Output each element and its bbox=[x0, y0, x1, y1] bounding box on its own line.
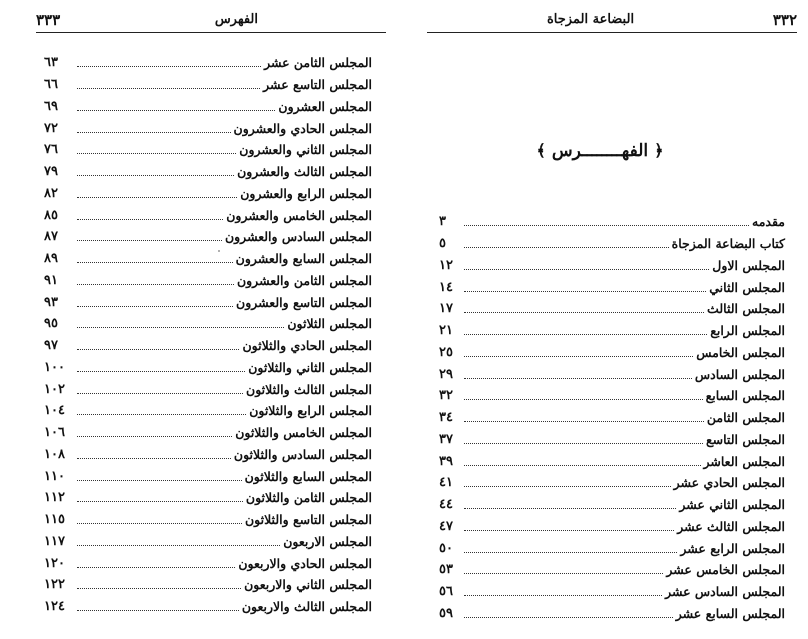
toc-entry-page: ٤١ bbox=[439, 475, 453, 491]
toc-entry-title: المجلس الثالث والثلاثون bbox=[246, 381, 372, 397]
toc-entry bbox=[439, 320, 785, 342]
toc-entry-title: المجلس الثالث عشر bbox=[677, 518, 785, 534]
toc-entry bbox=[44, 574, 372, 596]
toc-entry-title: المجلس السادس والثلاثون bbox=[233, 446, 372, 462]
toc-entry bbox=[44, 291, 372, 313]
toc-entry-page: ٤٧ bbox=[439, 518, 453, 534]
toc-entry-title: المجلس السابع عشر bbox=[675, 605, 785, 621]
toc-entry bbox=[44, 378, 372, 400]
toc-entry bbox=[44, 139, 372, 161]
toc-entry bbox=[439, 298, 785, 320]
left-page-number: ٣٣٣ bbox=[36, 11, 61, 29]
toc-entry-page: ٦٦ bbox=[44, 77, 58, 93]
dot-leader bbox=[464, 552, 677, 553]
toc-entry-page: ١٢٠ bbox=[44, 555, 65, 571]
toc-entry-page: ١٧ bbox=[439, 301, 453, 317]
toc-entry bbox=[44, 161, 372, 183]
toc-entry bbox=[44, 96, 372, 118]
toc-entry-title: المجلس الحادي والثلاثون bbox=[242, 338, 372, 354]
right-running-title: البضاعة المزجاة bbox=[547, 12, 635, 27]
toc-entry bbox=[44, 357, 372, 379]
toc-entry bbox=[44, 552, 372, 574]
index-title bbox=[535, 141, 665, 161]
dot-leader bbox=[77, 88, 260, 89]
dot-leader bbox=[77, 480, 242, 481]
toc-entry bbox=[439, 233, 785, 255]
toc-entry-title: المجلس التاسع bbox=[706, 431, 785, 447]
dot-leader bbox=[77, 262, 233, 263]
dot-leader bbox=[77, 284, 234, 285]
toc-entry-title: المجلس الثاني والعشرون bbox=[239, 142, 372, 158]
toc-entry-title: المجلس التاسع والثلاثون bbox=[244, 512, 372, 528]
toc-entry-page: ١٠٢ bbox=[44, 381, 65, 397]
toc-entry-title: المجلس الخامس bbox=[696, 344, 785, 360]
toc-entry-page: ١١٠ bbox=[44, 468, 65, 484]
toc-entry-page: ١٠٨ bbox=[44, 446, 65, 462]
toc-entry bbox=[44, 509, 372, 531]
dot-leader bbox=[464, 530, 674, 531]
toc-entry-page: ٧٢ bbox=[44, 120, 58, 136]
toc-entry-page: ٥٠ bbox=[439, 540, 453, 556]
toc-entry-page: ١٤ bbox=[439, 279, 453, 295]
toc-entry-page: ١٢ bbox=[439, 257, 453, 273]
dot-leader bbox=[77, 567, 235, 568]
toc-entry-page: ٣٩ bbox=[439, 453, 453, 469]
toc-entry-title: المجلس الثامن bbox=[706, 410, 785, 426]
toc-entry bbox=[439, 429, 785, 451]
dot-leader bbox=[77, 327, 284, 328]
toc-entry-title: المجلس الثاني bbox=[709, 279, 785, 295]
left-toc-list bbox=[44, 52, 372, 618]
toc-entry bbox=[44, 270, 372, 292]
toc-entry bbox=[44, 335, 372, 357]
toc-entry bbox=[439, 342, 785, 364]
toc-entry-title: المجلس الثاني والاربعون bbox=[244, 577, 372, 593]
left-page-header bbox=[36, 10, 386, 33]
right-page-header bbox=[427, 10, 797, 33]
toc-entry bbox=[44, 422, 372, 444]
dot-leader bbox=[464, 225, 749, 226]
toc-entry-title: المجلس الثامن والثلاثون bbox=[245, 490, 372, 506]
toc-entry bbox=[44, 400, 372, 422]
toc-entry-page: ٥ bbox=[439, 236, 446, 252]
toc-entry-page: ٥٦ bbox=[439, 584, 453, 600]
toc-entry-page: ١١٢ bbox=[44, 490, 65, 506]
toc-entry-page: ٩١ bbox=[44, 272, 58, 288]
toc-entry bbox=[439, 494, 785, 516]
toc-entry-page: ٦٣ bbox=[44, 55, 58, 71]
dot-leader bbox=[77, 588, 241, 589]
toc-entry-title: المجلس الخامس عشر bbox=[666, 562, 785, 578]
dot-leader bbox=[464, 421, 704, 422]
dot-leader bbox=[77, 219, 223, 220]
toc-entry-title: المجلس الاول bbox=[712, 257, 785, 273]
dot-leader bbox=[464, 312, 704, 313]
toc-entry-title: المجلس الرابع والثلاثون bbox=[249, 403, 372, 419]
ornament-close-icon: ﴾ bbox=[536, 141, 546, 160]
toc-entry-page: ٢٩ bbox=[439, 366, 453, 382]
toc-entry-page: ٩٥ bbox=[44, 316, 58, 332]
toc-entry-title: المجلس الخامس والثلاثون bbox=[235, 425, 372, 441]
toc-entry bbox=[44, 531, 372, 553]
toc-entry bbox=[44, 444, 372, 466]
toc-entry-page: ٨٩ bbox=[44, 251, 58, 267]
toc-entry bbox=[439, 255, 785, 277]
dot-leader bbox=[77, 371, 245, 372]
toc-entry-page: ٧٦ bbox=[44, 142, 58, 158]
toc-entry bbox=[44, 313, 372, 335]
toc-entry-page: ١٢٤ bbox=[44, 599, 65, 615]
toc-entry-page: ١٠٠ bbox=[44, 359, 65, 375]
toc-entry-title: المجلس السابع والعشرون bbox=[235, 251, 372, 267]
toc-entry bbox=[44, 596, 372, 618]
toc-entry bbox=[439, 472, 785, 494]
dot-leader bbox=[77, 240, 222, 241]
dot-leader bbox=[77, 458, 231, 459]
dot-leader bbox=[464, 399, 703, 400]
toc-entry bbox=[44, 487, 372, 509]
toc-entry-title: المجلس الثامن عشر bbox=[264, 55, 372, 71]
toc-entry bbox=[439, 559, 785, 581]
toc-entry-title: المجلس الثامن والعشرون bbox=[236, 272, 372, 288]
toc-entry-title: المجلس السادس عشر bbox=[665, 584, 785, 600]
toc-entry-page: ٥٣ bbox=[439, 562, 453, 578]
toc-entry-page: ٨٥ bbox=[44, 207, 58, 223]
toc-entry-page: ١١٥ bbox=[44, 512, 65, 528]
toc-entry-page: ٤٤ bbox=[439, 497, 453, 513]
toc-entry-page: ١١٧ bbox=[44, 533, 65, 549]
toc-entry bbox=[439, 537, 785, 559]
toc-entry-title: المجلس الرابع bbox=[710, 323, 785, 339]
dot-leader bbox=[464, 378, 692, 379]
toc-entry-title: المجلس السابع والثلاثون bbox=[244, 468, 372, 484]
toc-entry bbox=[44, 465, 372, 487]
toc-entry bbox=[439, 603, 785, 625]
toc-entry-title: المجلس العشرون bbox=[278, 98, 372, 114]
right-page bbox=[415, 0, 808, 639]
toc-entry-title: مقدمه bbox=[752, 214, 785, 230]
toc-entry-page: ٩٣ bbox=[44, 294, 58, 310]
dot-leader bbox=[77, 306, 233, 307]
dot-leader bbox=[77, 110, 275, 111]
toc-entry-page: ٣٤ bbox=[439, 410, 453, 426]
toc-entry-title: المجلس الحادي والعشرون bbox=[233, 120, 372, 136]
toc-entry-page: ٨٢ bbox=[44, 185, 58, 201]
dot-leader bbox=[77, 175, 234, 176]
toc-entry bbox=[439, 276, 785, 298]
toc-entry bbox=[44, 183, 372, 205]
toc-entry-title: المجلس السادس bbox=[694, 366, 785, 382]
toc-entry bbox=[439, 581, 785, 603]
toc-entry-title: المجلس الاربعون bbox=[283, 533, 372, 549]
toc-entry-page: ٧٩ bbox=[44, 164, 58, 180]
left-page bbox=[0, 0, 395, 639]
toc-entry-page: ٢١ bbox=[439, 323, 453, 339]
toc-entry bbox=[44, 204, 372, 226]
dot-leader bbox=[77, 349, 239, 350]
toc-entry-title: المجلس الثاني عشر bbox=[679, 497, 785, 513]
toc-entry bbox=[439, 363, 785, 385]
toc-entry-title: المجلس الحادي عشر bbox=[673, 475, 785, 491]
dot-leader bbox=[464, 595, 662, 596]
dot-leader bbox=[464, 617, 673, 618]
toc-entry-page: ٣٧ bbox=[439, 431, 453, 447]
dot-leader bbox=[464, 443, 703, 444]
dot-leader bbox=[464, 247, 669, 248]
toc-entry-title: المجلس التاسع والعشرون bbox=[236, 294, 372, 310]
toc-entry-page: ١٠٦ bbox=[44, 425, 65, 441]
toc-entry-title: المجلس الثالث والعشرون bbox=[237, 164, 372, 180]
toc-entry-page: ١٢٢ bbox=[44, 577, 65, 593]
toc-entry-title: المجلس الرابع والعشرون bbox=[240, 185, 372, 201]
dot-leader bbox=[464, 291, 706, 292]
toc-entry bbox=[44, 74, 372, 96]
toc-entry bbox=[439, 450, 785, 472]
ornament-open-icon: ﴿ bbox=[654, 141, 664, 160]
dot-leader bbox=[464, 486, 671, 487]
dot-leader bbox=[77, 523, 242, 524]
dot-leader bbox=[77, 436, 232, 437]
toc-entry-title: المجلس الرابع عشر bbox=[680, 540, 785, 556]
dot-leader bbox=[77, 545, 280, 546]
dot-leader bbox=[77, 132, 231, 133]
dot-leader bbox=[464, 356, 693, 357]
dot-leader bbox=[464, 508, 676, 509]
toc-entry-title: المجلس السادس والعشرون bbox=[224, 229, 372, 245]
toc-entry bbox=[439, 211, 785, 233]
dot-leader bbox=[464, 334, 707, 335]
toc-entry bbox=[44, 52, 372, 74]
toc-entry-title: المجلس الثالث bbox=[707, 301, 785, 317]
dot-leader bbox=[77, 153, 236, 154]
right-toc-list bbox=[439, 211, 785, 624]
toc-entry-title: كتاب البضاعة المزجاة bbox=[671, 236, 785, 252]
toc-entry-page: ٩٧ bbox=[44, 338, 58, 354]
toc-entry bbox=[439, 407, 785, 429]
toc-entry-title: المجلس التاسع عشر bbox=[263, 77, 372, 93]
toc-entry-page: ٣ bbox=[439, 214, 446, 230]
toc-entry bbox=[44, 226, 372, 248]
dot-leader bbox=[77, 501, 243, 502]
toc-entry-page: ٢٥ bbox=[439, 344, 453, 360]
toc-entry-page: ٥٩ bbox=[439, 605, 453, 621]
toc-entry-page: ٦٩ bbox=[44, 98, 58, 114]
index-title-text: الفهــــــــرس bbox=[551, 141, 649, 161]
toc-entry-title: المجلس السابع bbox=[705, 388, 785, 404]
toc-entry bbox=[44, 248, 372, 270]
dot-leader bbox=[77, 414, 246, 415]
dot-leader bbox=[464, 269, 709, 270]
dot-leader bbox=[77, 610, 239, 611]
toc-entry-title: المجلس الخامس والعشرون bbox=[226, 207, 372, 223]
toc-entry-title: المجلس العاشر bbox=[703, 453, 785, 469]
dot-leader bbox=[77, 197, 237, 198]
toc-entry-page: ١٠٤ bbox=[44, 403, 65, 419]
right-page-number: ٣٣٢ bbox=[772, 11, 797, 29]
toc-entry bbox=[439, 385, 785, 407]
dot-leader bbox=[77, 393, 243, 394]
toc-entry bbox=[439, 516, 785, 538]
toc-entry-page: ٣٢ bbox=[439, 388, 453, 404]
toc-entry-page: ٨٧ bbox=[44, 229, 58, 245]
dot-leader bbox=[464, 573, 663, 574]
dot-leader bbox=[464, 465, 701, 466]
toc-entry-title: المجلس الثاني والثلاثون bbox=[248, 359, 372, 375]
toc-entry bbox=[44, 117, 372, 139]
dot-leader bbox=[77, 66, 261, 67]
toc-entry-title: المجلس الحادي والاربعون bbox=[238, 555, 372, 571]
left-running-title: الفهرس bbox=[214, 12, 258, 27]
toc-entry-title: المجلس الثلاثون bbox=[287, 316, 372, 332]
toc-entry-title: المجلس الثالث والاربعون bbox=[241, 599, 372, 615]
